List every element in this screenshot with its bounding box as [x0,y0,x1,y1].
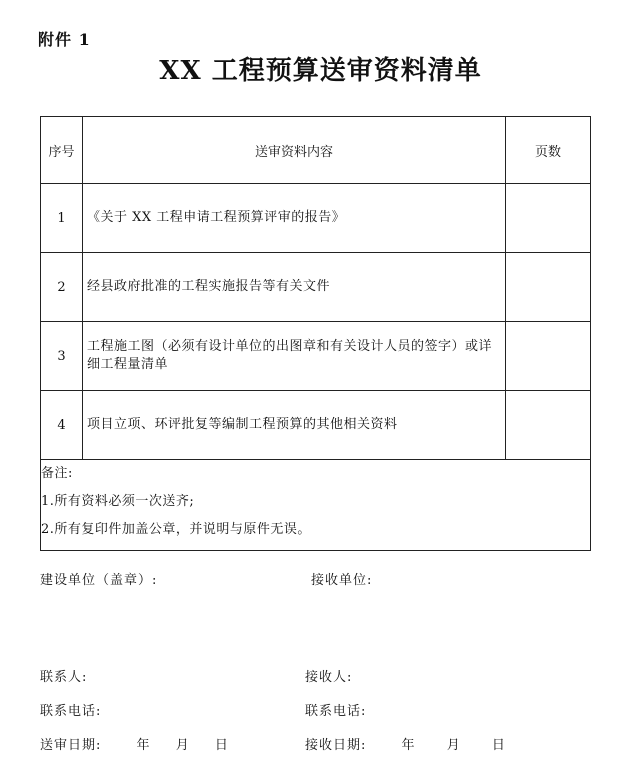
remarks-row [41,460,591,551]
row-pages[interactable] [506,322,591,391]
row-no: 4 [41,391,83,460]
header-pages: 页数 [506,117,591,184]
contact-phone-label: 联系电话: [40,704,102,719]
attachment-label: 附件 1 [38,30,91,49]
document-title: XX 工程预算送审资料清单 [159,56,482,86]
remarks-cell [41,460,591,551]
row-content: 《关于 XX 工程申请工程预算评审的报告》 [83,184,506,253]
remarks-heading: 备注: [41,466,73,481]
receive-date-label: 接收日期: [305,738,367,753]
table-row [41,391,591,460]
row-pages[interactable] [506,253,591,322]
submit-date-day: 日 [214,738,229,753]
row-no: 1 [41,184,83,253]
submit-date-label: 送审日期: [40,738,102,753]
receiver-phone-label: 联系电话: [305,704,367,719]
table-row [41,322,591,391]
header-content: 送审资料内容 [83,117,506,184]
receive-date-day: 日 [491,738,506,753]
receiver-person-label: 接收人: [305,670,353,685]
submit-date-month: 月 [175,738,190,753]
receive-date-month: 月 [446,738,461,753]
submit-date-line [40,734,229,753]
row-no: 2 [41,253,83,322]
builder-unit-label: 建设单位（盖章）: [40,573,158,588]
receive-date-line [305,734,506,753]
row-pages[interactable] [506,184,591,253]
table-header-row [41,117,591,184]
contact-person-label: 联系人: [40,670,88,685]
table-row [41,184,591,253]
receive-date-year: 年 [401,738,416,753]
remark-item: 1.所有资料必须一次送齐; [41,494,195,509]
table-row [41,253,591,322]
row-no: 3 [41,322,83,391]
row-pages[interactable] [506,391,591,460]
remark-item: 2.所有复印件加盖公章，并说明与原件无误。 [41,522,311,537]
row-content: 项目立项、环评批复等编制工程预算的其他相关资料 [83,391,506,460]
row-content: 经县政府批准的工程实施报告等有关文件 [83,253,506,322]
submit-date-year: 年 [136,738,151,753]
header-no: 序号 [41,117,83,184]
submission-checklist-table [40,116,591,551]
row-content: 工程施工图（必须有设计单位的出图章和有关设计人员的签字）或详细工程量清单 [83,322,506,391]
receiver-unit-label: 接收单位: [311,573,373,588]
